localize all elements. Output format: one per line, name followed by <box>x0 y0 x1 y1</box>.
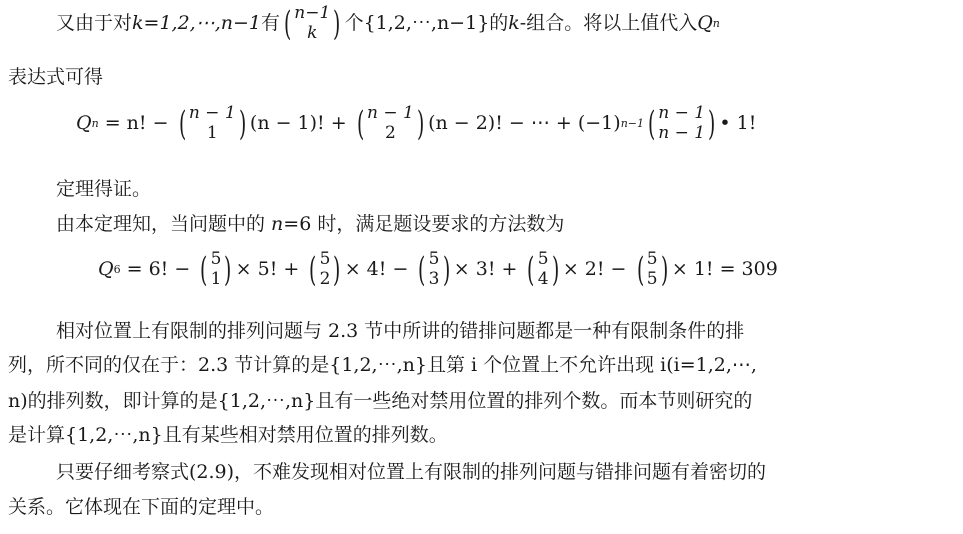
line1-d: -组合。将以上值代入 <box>519 12 698 35</box>
binomial: ( 5 5 ) <box>636 249 668 290</box>
binom-bottom: 5 <box>646 268 658 289</box>
binom-top: n − 1 <box>658 103 706 123</box>
eq2-t0: = 6! − <box>120 258 197 281</box>
eq2-qsub: 6 <box>113 263 121 277</box>
text-line-4: 定理得证。 <box>56 178 152 200</box>
line1-q: Q <box>697 12 713 35</box>
binom-bottom: n − 1 <box>658 122 706 143</box>
binomial: ( n−1 k ) <box>284 3 341 44</box>
binom-top: n − 1 <box>366 103 414 123</box>
eq1-t1: (n − 1)! + <box>249 112 353 135</box>
binom-top: 5 <box>210 249 222 269</box>
para2-line-2: 关系。它体现在下面的定理中。 <box>8 496 275 518</box>
line1-a: 又由于对 <box>56 12 133 35</box>
eq1-t3: • 1! <box>719 112 757 135</box>
eq2-q: Q <box>98 258 114 281</box>
binom-bottom: 1 <box>210 268 222 289</box>
eq2-t1: × 5! + <box>235 258 306 281</box>
binom-bottom: 3 <box>428 268 440 289</box>
binom-top: 5 <box>646 249 658 269</box>
line1-k: k <box>508 12 520 35</box>
binomial: ( 5 2 ) <box>309 249 341 290</box>
eq1-q: Q <box>76 112 92 135</box>
eq2-t2: × 4! − <box>344 258 415 281</box>
binom-top: 5 <box>319 249 331 269</box>
equation-qn <box>76 104 756 143</box>
para1-line-2: 列，所不同的仅在于：2.3 节计算的是{1,2,⋯,n}且第 i 个位置上不允许出现 i(i=1,2,⋯, <box>8 354 757 376</box>
line5-b: =6 时，满足题设要求的方法数为 <box>283 213 565 235</box>
binom-bottom: 4 <box>537 268 549 289</box>
binom-top: 5 <box>428 249 440 269</box>
binom-top: n − 1 <box>188 103 236 123</box>
eq2-t3: × 3! + <box>453 258 524 281</box>
para1-line-3: n)的排列数，即计算的是{1,2,⋯,n}且有一些绝对禁用位置的排列个数。而本节则研究的 <box>8 390 753 412</box>
eq1-t0: = n! − <box>98 112 175 135</box>
eq1-t2: (n − 2)! − ⋯ + (−1) <box>428 112 621 135</box>
line1-c: 个{1,2,⋯,n−1}的 <box>344 12 509 35</box>
para2-line-1: 只要仔细考察式(2.9)，不难发现相对位置上有限制的排列问题与错排问题有着密切的 <box>56 461 767 483</box>
binomial: ( 5 3 ) <box>418 249 450 290</box>
text-line-1 <box>56 4 720 43</box>
binom-bottom: 1 <box>206 122 218 143</box>
eq1-qsub: n <box>91 117 99 131</box>
eq2-t4: × 2! − <box>562 258 633 281</box>
line1-qsub: n <box>712 17 720 31</box>
line1-b: 有 <box>261 12 281 35</box>
eq1-sup: n−1 <box>620 117 644 131</box>
text-line-5 <box>56 215 564 234</box>
binom-top: 5 <box>537 249 549 269</box>
eq2-t5: × 1! = 309 <box>671 258 778 281</box>
binomial: ( 5 1 ) <box>200 249 232 290</box>
binomial: ( 5 4 ) <box>527 249 559 290</box>
binom-bottom: 2 <box>319 268 331 289</box>
binomial: ( n − 1 n − 1 ) <box>647 103 716 144</box>
para1-line-4: 是计算{1,2,⋯,n}且有某些相对禁用位置的排列数。 <box>8 424 448 446</box>
text-line-2: 表达式可得 <box>8 66 104 88</box>
equation-q6 <box>98 250 778 289</box>
line5-n: n <box>271 213 284 235</box>
binom-top: n−1 <box>294 3 331 23</box>
binom-bottom: 2 <box>384 122 396 143</box>
binom-bottom: k <box>307 22 318 43</box>
line5-a: 由本定理知，当问题中的 <box>56 213 272 235</box>
para1-line-1: 相对位置上有限制的排列问题与 2.3 节中所讲的错排问题都是一种有限制条件的排 <box>56 320 745 342</box>
line1-k-eq: k=1,2,⋯,n−1 <box>132 12 261 35</box>
binomial: ( n − 1 1 ) <box>178 103 246 144</box>
binomial: ( n − 1 2 ) <box>356 103 425 144</box>
